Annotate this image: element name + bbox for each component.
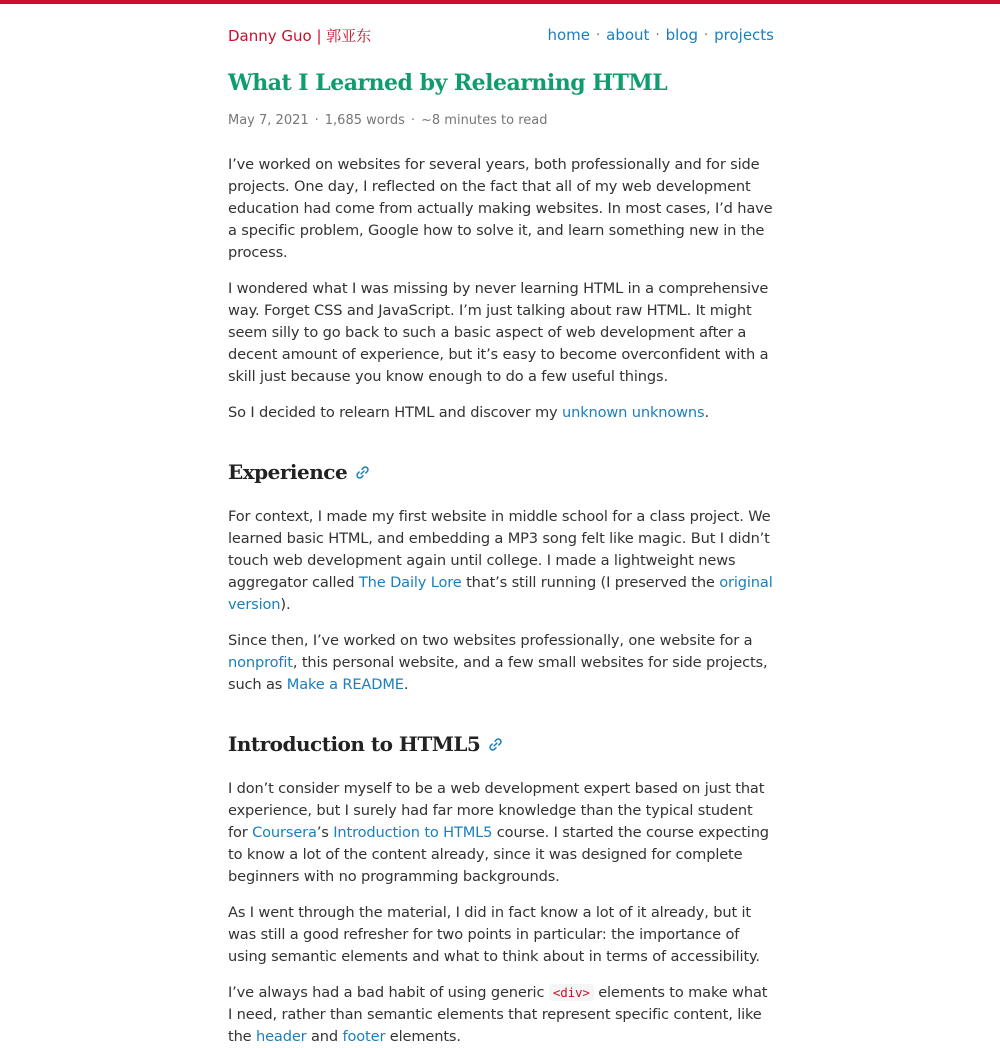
section-heading-introduction-to-html5 [228,730,774,758]
nav-separator: · [703,27,709,43]
post-word-count: 1,685 words [324,113,405,128]
inline-code-div: <div> [549,984,594,1001]
paragraph-text: I don’t consider myself to be a web development expert based on just that experience, but I surely had far more knowledge than the typical student for [228,780,765,841]
intro-paragraph-1: I’ve worked on websites for several years, both professionally and for side projects. One day, I reflected on the fact that all of my web development education had come from actually making websites. In most cases, I’d have a specific problem, Google how to solve it, and learn something new in the process. [228,156,773,261]
paragraph-text: , this personal website, and a few small websites for side projects, such as [228,654,768,693]
unknown-unknowns-link[interactable]: unknown unknowns [562,404,705,421]
meta-separator: · [314,113,319,128]
nav-home-link[interactable]: home [547,26,591,44]
paragraph-text: course. I started the course expecting to know a lot of the content already, since it was designed for complete beginners with no programming backgrounds. [228,824,769,885]
html5-paragraph-3 [228,982,774,1048]
nav-blog-link[interactable]: blog [665,26,698,44]
intro-paragraph-3 [228,402,774,424]
site-header [228,23,774,47]
original-version-link[interactable]: original version [228,574,773,613]
site-name-link[interactable]: Danny Guo | 郭亚东 [228,26,372,45]
coursera-link[interactable]: Coursera [252,824,317,841]
post-meta [228,113,774,128]
page-container [226,23,774,1048]
paragraph-text: Since then, I’ve worked on two websites professionally, one website for a [228,632,753,649]
paragraph-text: . [704,404,709,421]
html5-paragraph-2: As I went through the material, I did in fact know a lot of it already, but it was still a good refresher for two points in particular: the importance of using semantic elements and what to think about in terms of accessibility. [228,904,760,965]
footer-element-link[interactable]: footer [342,1028,386,1045]
post-content [228,154,774,1048]
main-nav [547,26,774,44]
nav-about-link[interactable]: about [606,26,650,44]
post-title: What I Learned by Relearning HTML [228,70,668,96]
intro-paragraph-2: I wondered what I was missing by never learning HTML in a comprehensive way. Forget CSS and JavaScript. I’m just talking about raw HTML. It might seem silly to go back to such a basic aspect of web development after a decent amount of experience, but it’s easy to become overconfident with a skill just because you know enough to do a few useful things. [228,280,769,385]
paragraph-text: ). [280,596,291,613]
paragraph-text: and [306,1028,343,1045]
paragraph-text: elements. [385,1028,461,1045]
experience-paragraph-1 [228,506,774,616]
experience-paragraph-2 [228,630,774,696]
nav-separator: · [655,27,660,43]
section-heading-text: Experience [228,460,348,484]
header-element-link[interactable]: header [256,1028,307,1045]
paragraph-text: ’s [316,824,334,841]
section-heading-experience [228,458,774,486]
paragraph-text: elements to make what I need, rather than semantic elements that represent specific content, like the [228,984,768,1045]
link-icon[interactable] [488,737,503,752]
html5-paragraph-1 [228,778,774,888]
paragraph-text: For context, I made my first website in middle school for a class project. We learned basic HTML, and embedding a MP3 song felt like magic. But I didn’t touch web development again until college. I made a lightweight news aggregator called [228,508,771,591]
post-read-time: ~8 minutes to read [421,113,548,128]
paragraph-text: that’s still running (I preserved the [461,574,720,591]
nav-separator: · [596,27,601,43]
post-date: May 7, 2021 [228,113,309,128]
daily-lore-link[interactable]: The Daily Lore [358,574,462,591]
nav-projects-link[interactable]: projects [714,26,774,44]
nonprofit-link[interactable]: nonprofit [228,654,293,671]
paragraph-text: . [403,676,409,693]
section-heading-text: Introduction to HTML5 [228,732,481,756]
link-icon[interactable] [355,465,370,480]
make-a-readme-link[interactable]: Make a README [286,676,404,693]
introduction-to-html5-link[interactable]: Introduction to HTML5 [333,824,493,841]
meta-separator: · [410,113,415,128]
paragraph-text: So I decided to relearn HTML and discover my [228,404,563,421]
paragraph-text: I’ve always had a bad habit of using generic [228,984,549,1001]
